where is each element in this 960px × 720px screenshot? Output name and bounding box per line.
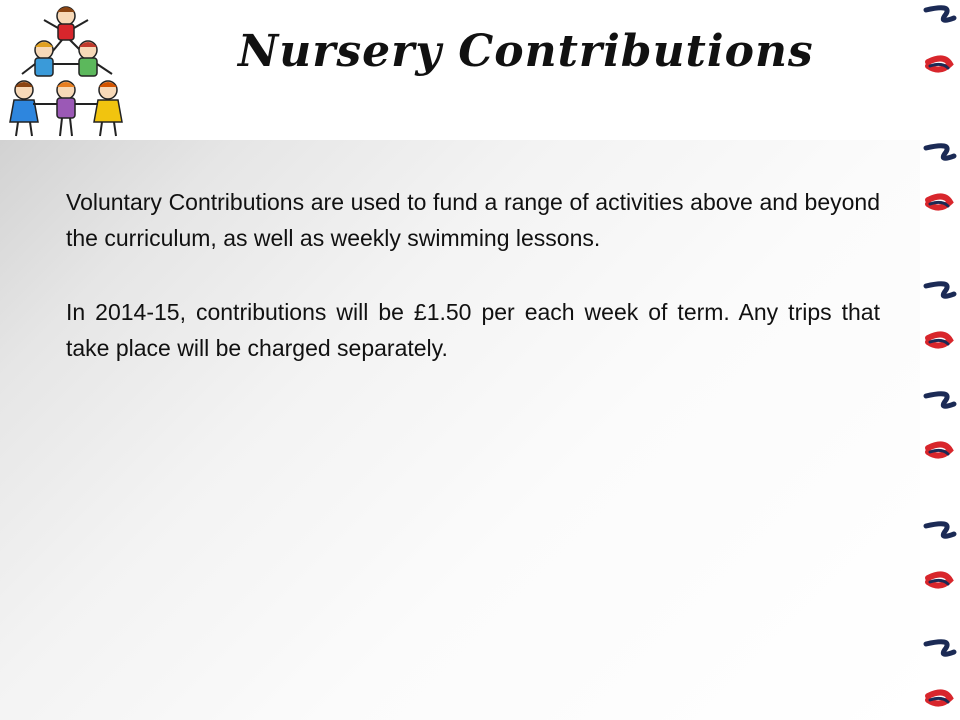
content-body xyxy=(66,184,880,404)
children-pyramid-icon xyxy=(2,2,132,140)
swirl-border-icon xyxy=(916,0,960,720)
paragraph-contributions-cost: In 2014-15, contributions will be £1.50 per each week of term. Any trips that take place will be charged separately. xyxy=(66,299,880,361)
page-title: Nursery Contributions xyxy=(238,26,814,77)
paragraph-contributions-purpose: Voluntary Contributions are used to fund a range of activities above and beyond the curriculum, as well as weekly swimming lessons. xyxy=(66,189,880,251)
